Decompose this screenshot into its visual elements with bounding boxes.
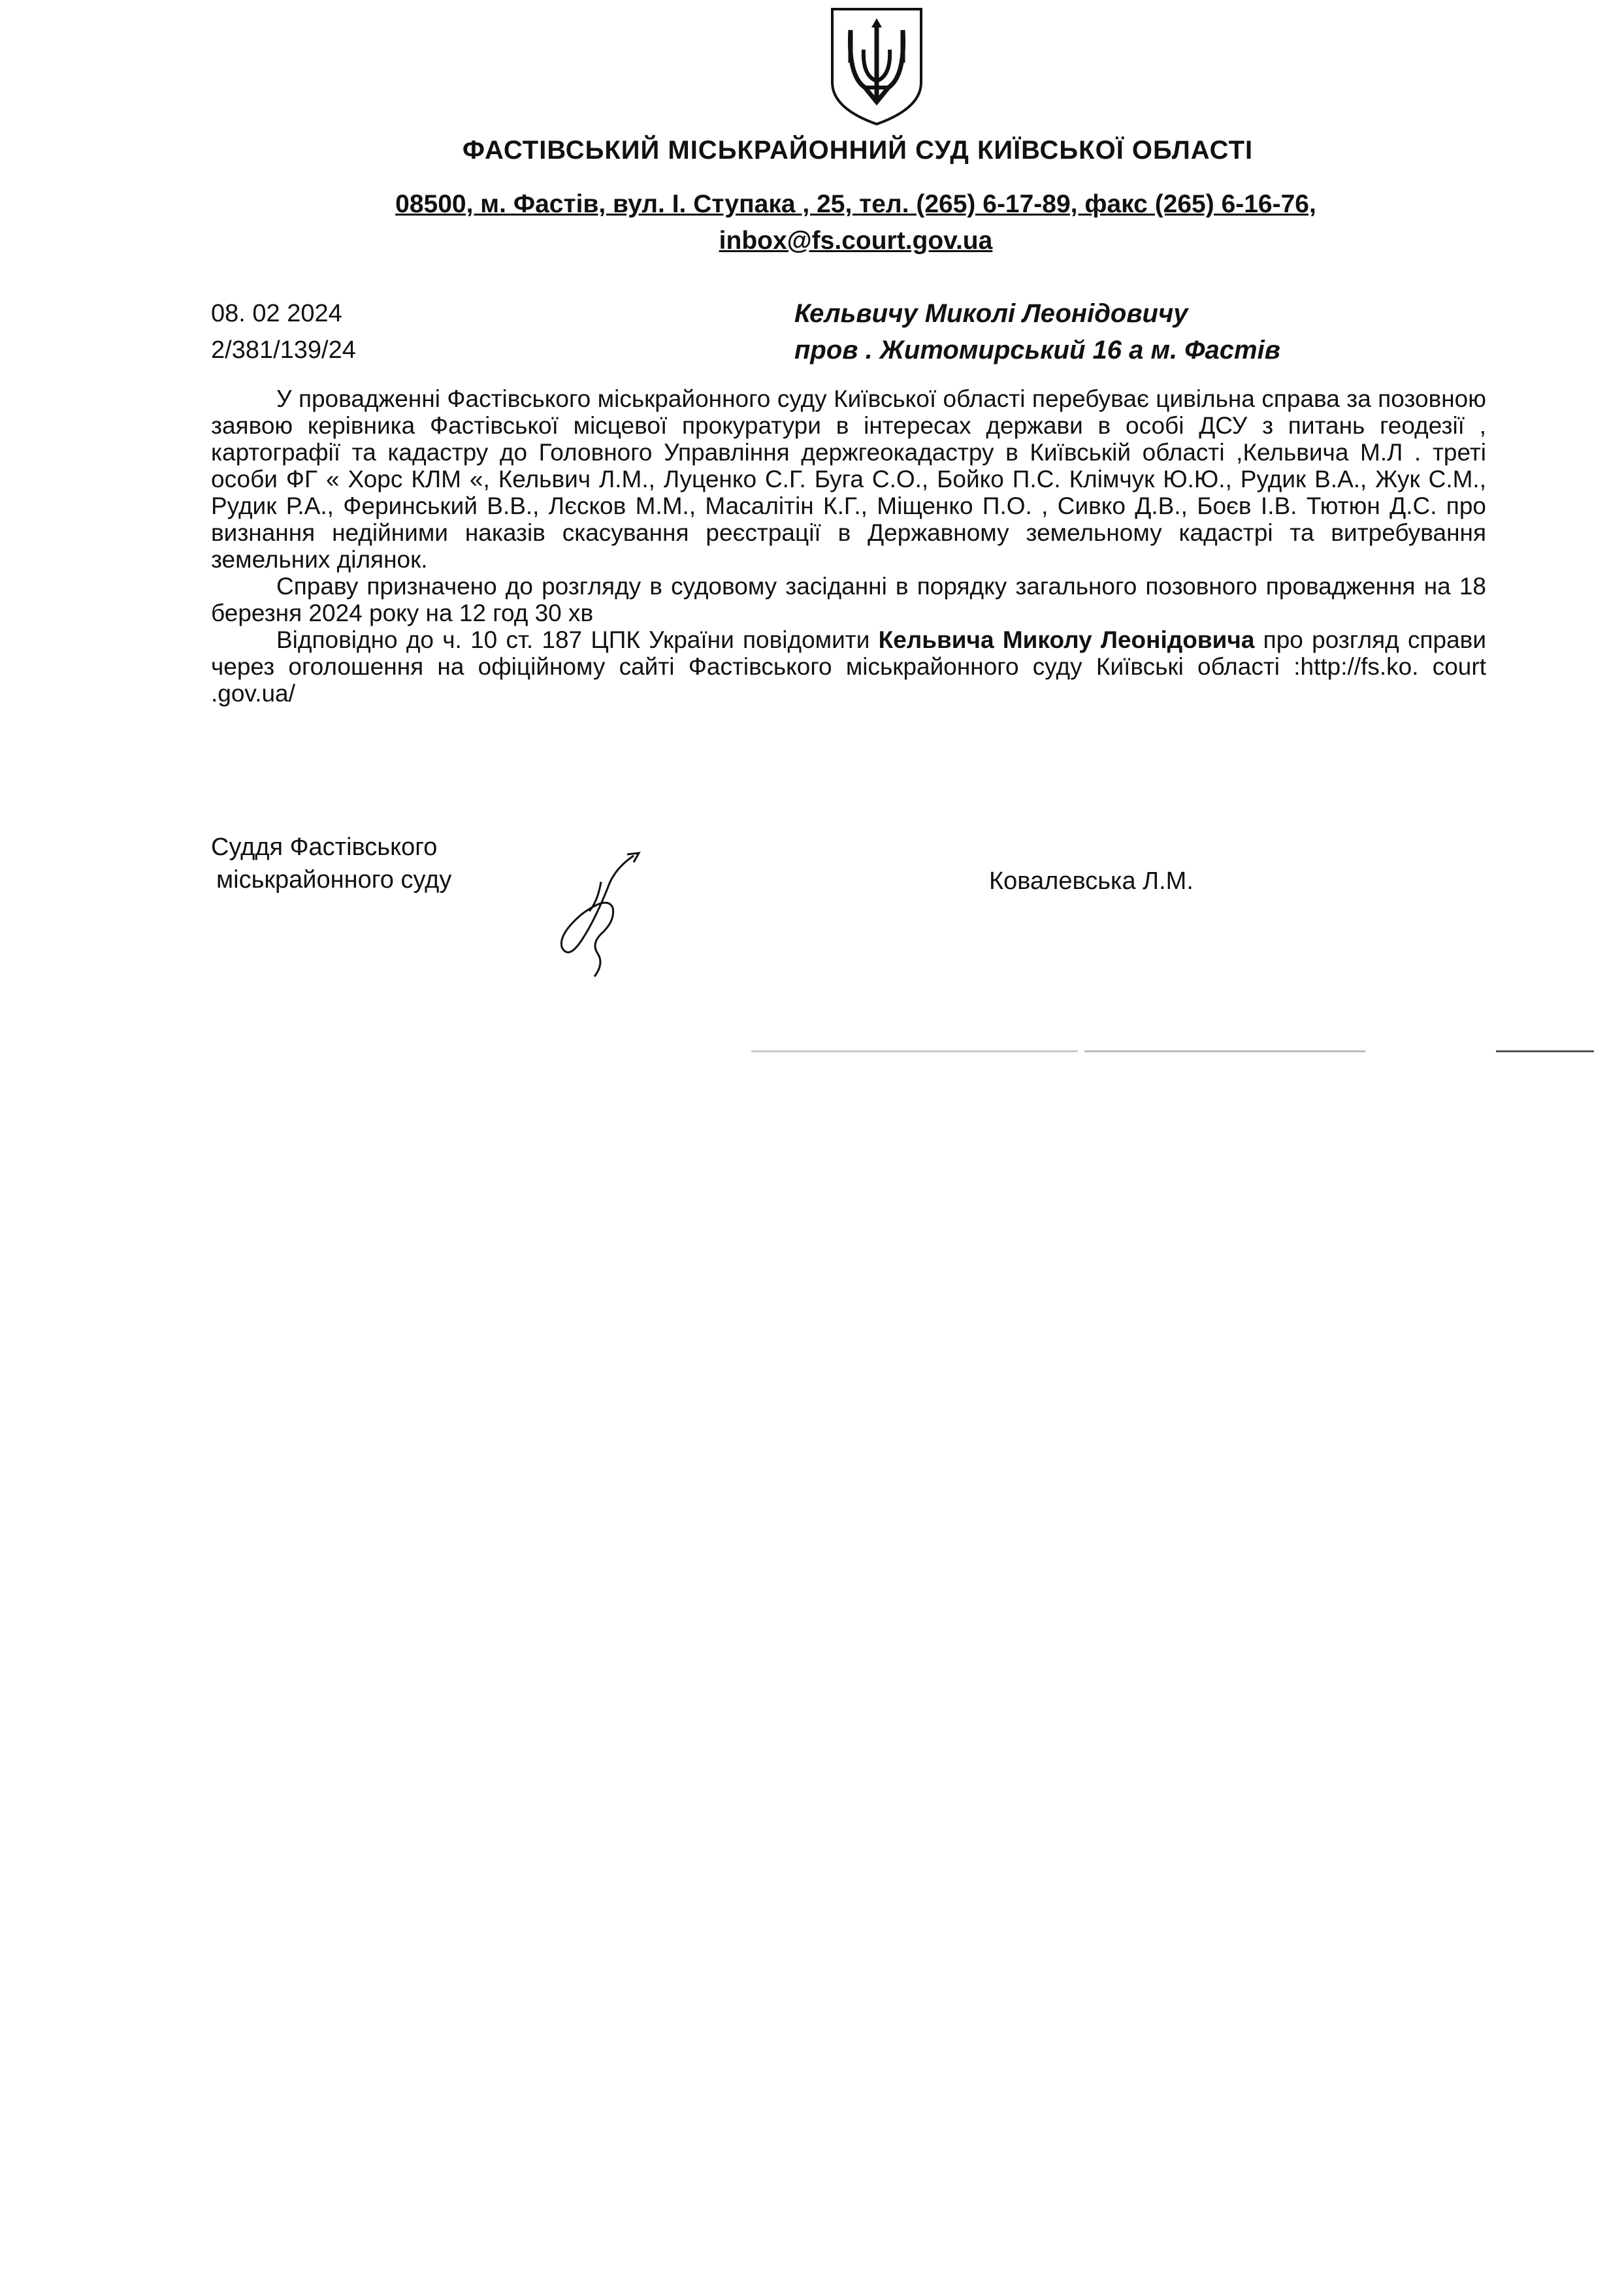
- judge-title-line: Суддя Фастівського: [211, 833, 438, 861]
- court-name-heading: ФАСТІВСЬКИЙ МІСЬКРАЙОННИЙ СУД КИЇВСЬКОЇ ОБЛАСТІ: [462, 136, 1254, 165]
- handwritten-signature-icon: [536, 843, 653, 986]
- body-paragraph: У провадженні Фастівського міськрайонного суду Київської області перебуває цивільна справа за позовною заявою керівника Фастівської місцевої прокуратури в інтересах держави в особі ДСУ з питань геодезії , картографії та кадастру до Головного Управління держгеокадастру в Київській області ,Кельвича М.Л . треті особи ФГ « Хорс КЛМ «, Кельвич Л.М., Луценко С.Г. Буга С.О., Бойко П.С. Клімчук Ю.Ю., Рудик В.А., Жук С.М., Рудик Р.А., Феринський В.В., Лєсков М.М., Масалітін К.Г., Міщенко П.О. , Сивко Д.В., Боєв І.В. Тютюн Д.С. про визнання недійними наказів скасування реєстрації в Державному земельному кадастрі та витребування земельних ділянок.: [211, 385, 1486, 573]
- trident-coat-of-arms-icon: [824, 4, 929, 128]
- scan-artifact-line: [751, 1050, 1078, 1052]
- body-paragraph: [211, 626, 1486, 707]
- court-address-line: 08500, м. Фастів, вул. І. Ступака , 25, тел. (265) 6-17-89, факс (265) 6-16-76,: [395, 190, 1316, 218]
- document-ref-number: 2/381/139/24: [211, 336, 356, 364]
- body-text-segment: Відповідно до ч. 10 ст. 187 ЦПК України повідомити: [276, 626, 879, 653]
- body-text-segment: про розгляд справи через оголошення на офіційному сайті Фастівського міськрайонного суду Київські області :http://fs.ko. court .gov.ua/: [211, 626, 1486, 707]
- judge-title-line: міськрайонного суду: [216, 866, 452, 894]
- court-email: inbox@fs.court.gov.ua: [719, 227, 993, 255]
- court-address: [349, 186, 1362, 259]
- notice-body: [211, 385, 1486, 707]
- body-paragraph: Справу призначено до розгляду в судовому засіданні в порядку загального позовного провадження на 18 березня 2024 року на 12 год 30 хв: [211, 573, 1486, 626]
- scan-artifact-line: [1496, 1050, 1594, 1052]
- document-meta: [211, 295, 356, 368]
- recipient-name: Кельвичу Миколі Леонідовичу: [794, 299, 1188, 328]
- defendant-name: Кельвича Миколу Леонідовича: [878, 626, 1255, 653]
- scan-artifact-line: [1084, 1050, 1365, 1052]
- recipient-block: [794, 295, 1280, 368]
- judge-title: [211, 831, 451, 896]
- judge-name: Ковалевська Л.М.: [989, 867, 1194, 895]
- document-date: 08. 02 2024: [211, 300, 342, 327]
- recipient-address: пров . Житомирський 16 а м. Фастів: [794, 336, 1280, 364]
